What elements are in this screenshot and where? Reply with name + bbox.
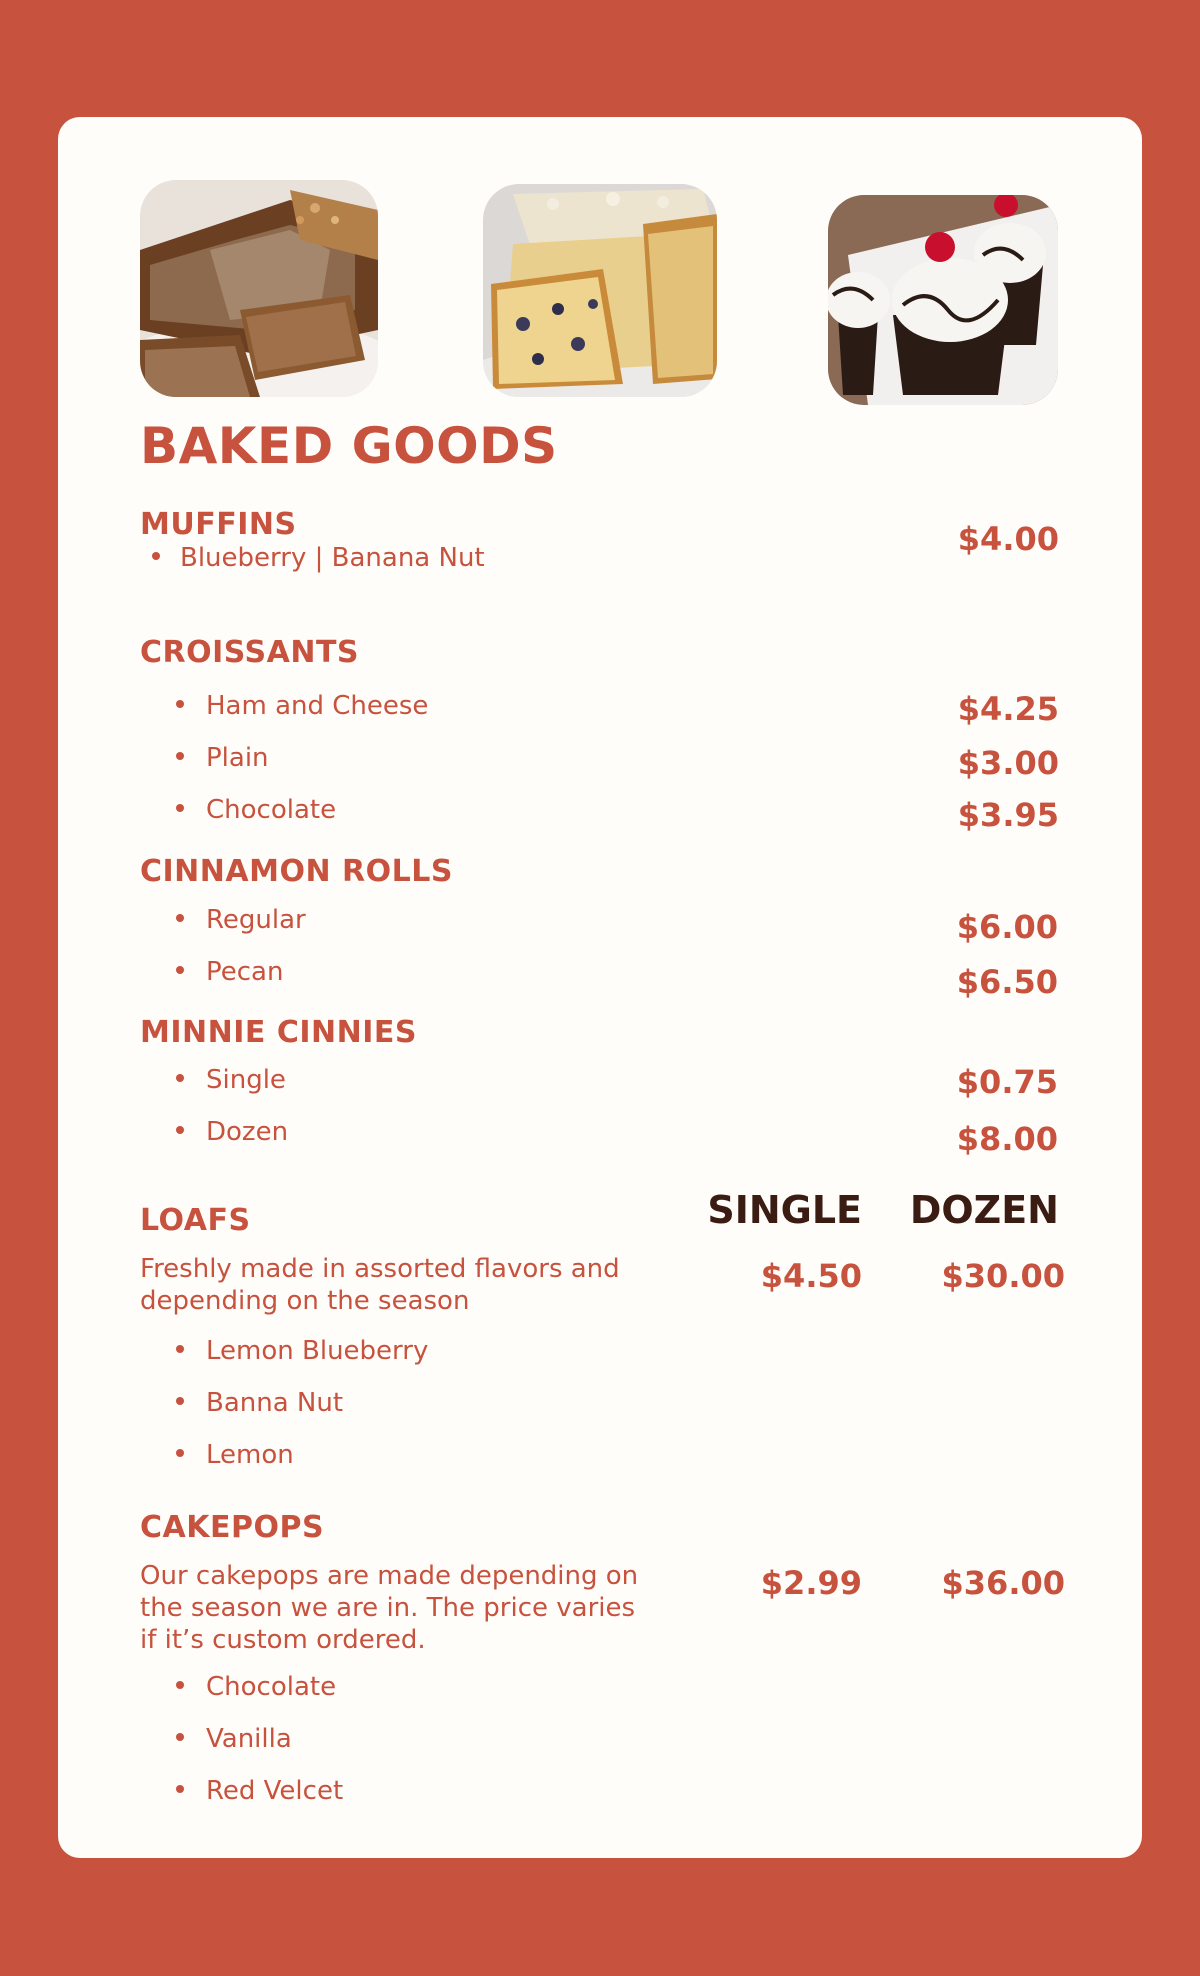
item-label: Regular — [206, 905, 306, 935]
section-heading-loafs: LOAFS — [140, 1203, 251, 1238]
price-item: $6.00 — [956, 908, 1058, 946]
item-label: Chocolate — [206, 795, 337, 825]
item-label: Lemon Blueberry — [206, 1336, 429, 1366]
item-label: Red Velcet — [206, 1776, 344, 1806]
list-item — [176, 1336, 428, 1366]
price-single-loafs: $4.50 — [760, 1257, 862, 1295]
cupcakes-photo — [828, 195, 1058, 405]
item-label: Chocolate — [206, 1672, 337, 1702]
bullet — [176, 1449, 184, 1457]
price-dozen-cakepops: $36.00 — [941, 1564, 1065, 1602]
item-label: Pecan — [206, 957, 284, 987]
bullet — [176, 1074, 184, 1082]
list-item — [176, 1440, 294, 1470]
bullet — [176, 1345, 184, 1353]
blueberry-loaf-photo — [483, 184, 717, 397]
item-label: Plain — [206, 743, 269, 773]
item-label: Lemon — [206, 1440, 294, 1470]
section-heading-cinnamon-rolls: CINNAMON ROLLS — [140, 854, 453, 889]
section-heading-cakepops: CAKEPOPS — [140, 1510, 325, 1545]
list-item — [176, 1117, 288, 1147]
price-item: $6.50 — [956, 963, 1058, 1001]
column-heading-single: SINGLE — [707, 1188, 862, 1232]
bullet — [176, 1785, 184, 1793]
bullet — [176, 914, 184, 922]
item-label: Banna Nut — [206, 1388, 344, 1418]
list-item — [176, 1776, 343, 1806]
list-item — [176, 743, 269, 773]
item-label: Vanilla — [206, 1724, 292, 1754]
price-single-cakepops: $2.99 — [760, 1564, 862, 1602]
list-item — [176, 795, 336, 825]
item-label: Single — [206, 1065, 286, 1095]
bullet — [176, 1733, 184, 1741]
price-item: $3.95 — [957, 796, 1059, 834]
bullet — [176, 1126, 184, 1134]
price-item: $3.00 — [957, 744, 1059, 782]
price-dozen-loafs: $30.00 — [941, 1257, 1065, 1295]
price-item: $0.75 — [956, 1063, 1058, 1101]
price-item: $4.25 — [957, 690, 1059, 728]
list-item — [152, 543, 485, 573]
list-item — [176, 1724, 292, 1754]
list-item — [176, 1388, 343, 1418]
banana-bread-photo — [140, 180, 378, 397]
item-label: Blueberry | Banana Nut — [180, 543, 485, 573]
section-heading-minnie-cinnies: MINNIE CINNIES — [140, 1015, 417, 1050]
section-description-loafs: Freshly made in assorted flavors and depending on the season — [140, 1254, 620, 1316]
bullet — [176, 804, 184, 812]
bullet — [176, 1681, 184, 1689]
list-item — [176, 1672, 336, 1702]
page-title: BAKED GOODS — [140, 417, 558, 475]
bullet — [176, 1397, 184, 1405]
bullet — [152, 552, 160, 560]
section-description-cakepops: Our cakepops are made depending on the season we are in. The price varies if it’s custom ordered. — [140, 1561, 639, 1655]
item-label: Ham and Cheese — [206, 691, 429, 721]
list-item — [176, 957, 283, 987]
bullet — [176, 752, 184, 760]
list-item — [176, 905, 306, 935]
section-heading-muffins: MUFFINS — [140, 507, 297, 542]
item-label: Dozen — [206, 1117, 289, 1147]
menu-card — [58, 117, 1142, 1858]
column-heading-dozen: DOZEN — [909, 1188, 1059, 1232]
list-item — [176, 691, 428, 721]
price-muffins: $4.00 — [957, 520, 1059, 558]
section-heading-croissants: CROISSANTS — [140, 635, 360, 670]
bullet — [176, 700, 184, 708]
price-item: $8.00 — [956, 1120, 1058, 1158]
bullet — [176, 966, 184, 974]
list-item — [176, 1065, 286, 1095]
